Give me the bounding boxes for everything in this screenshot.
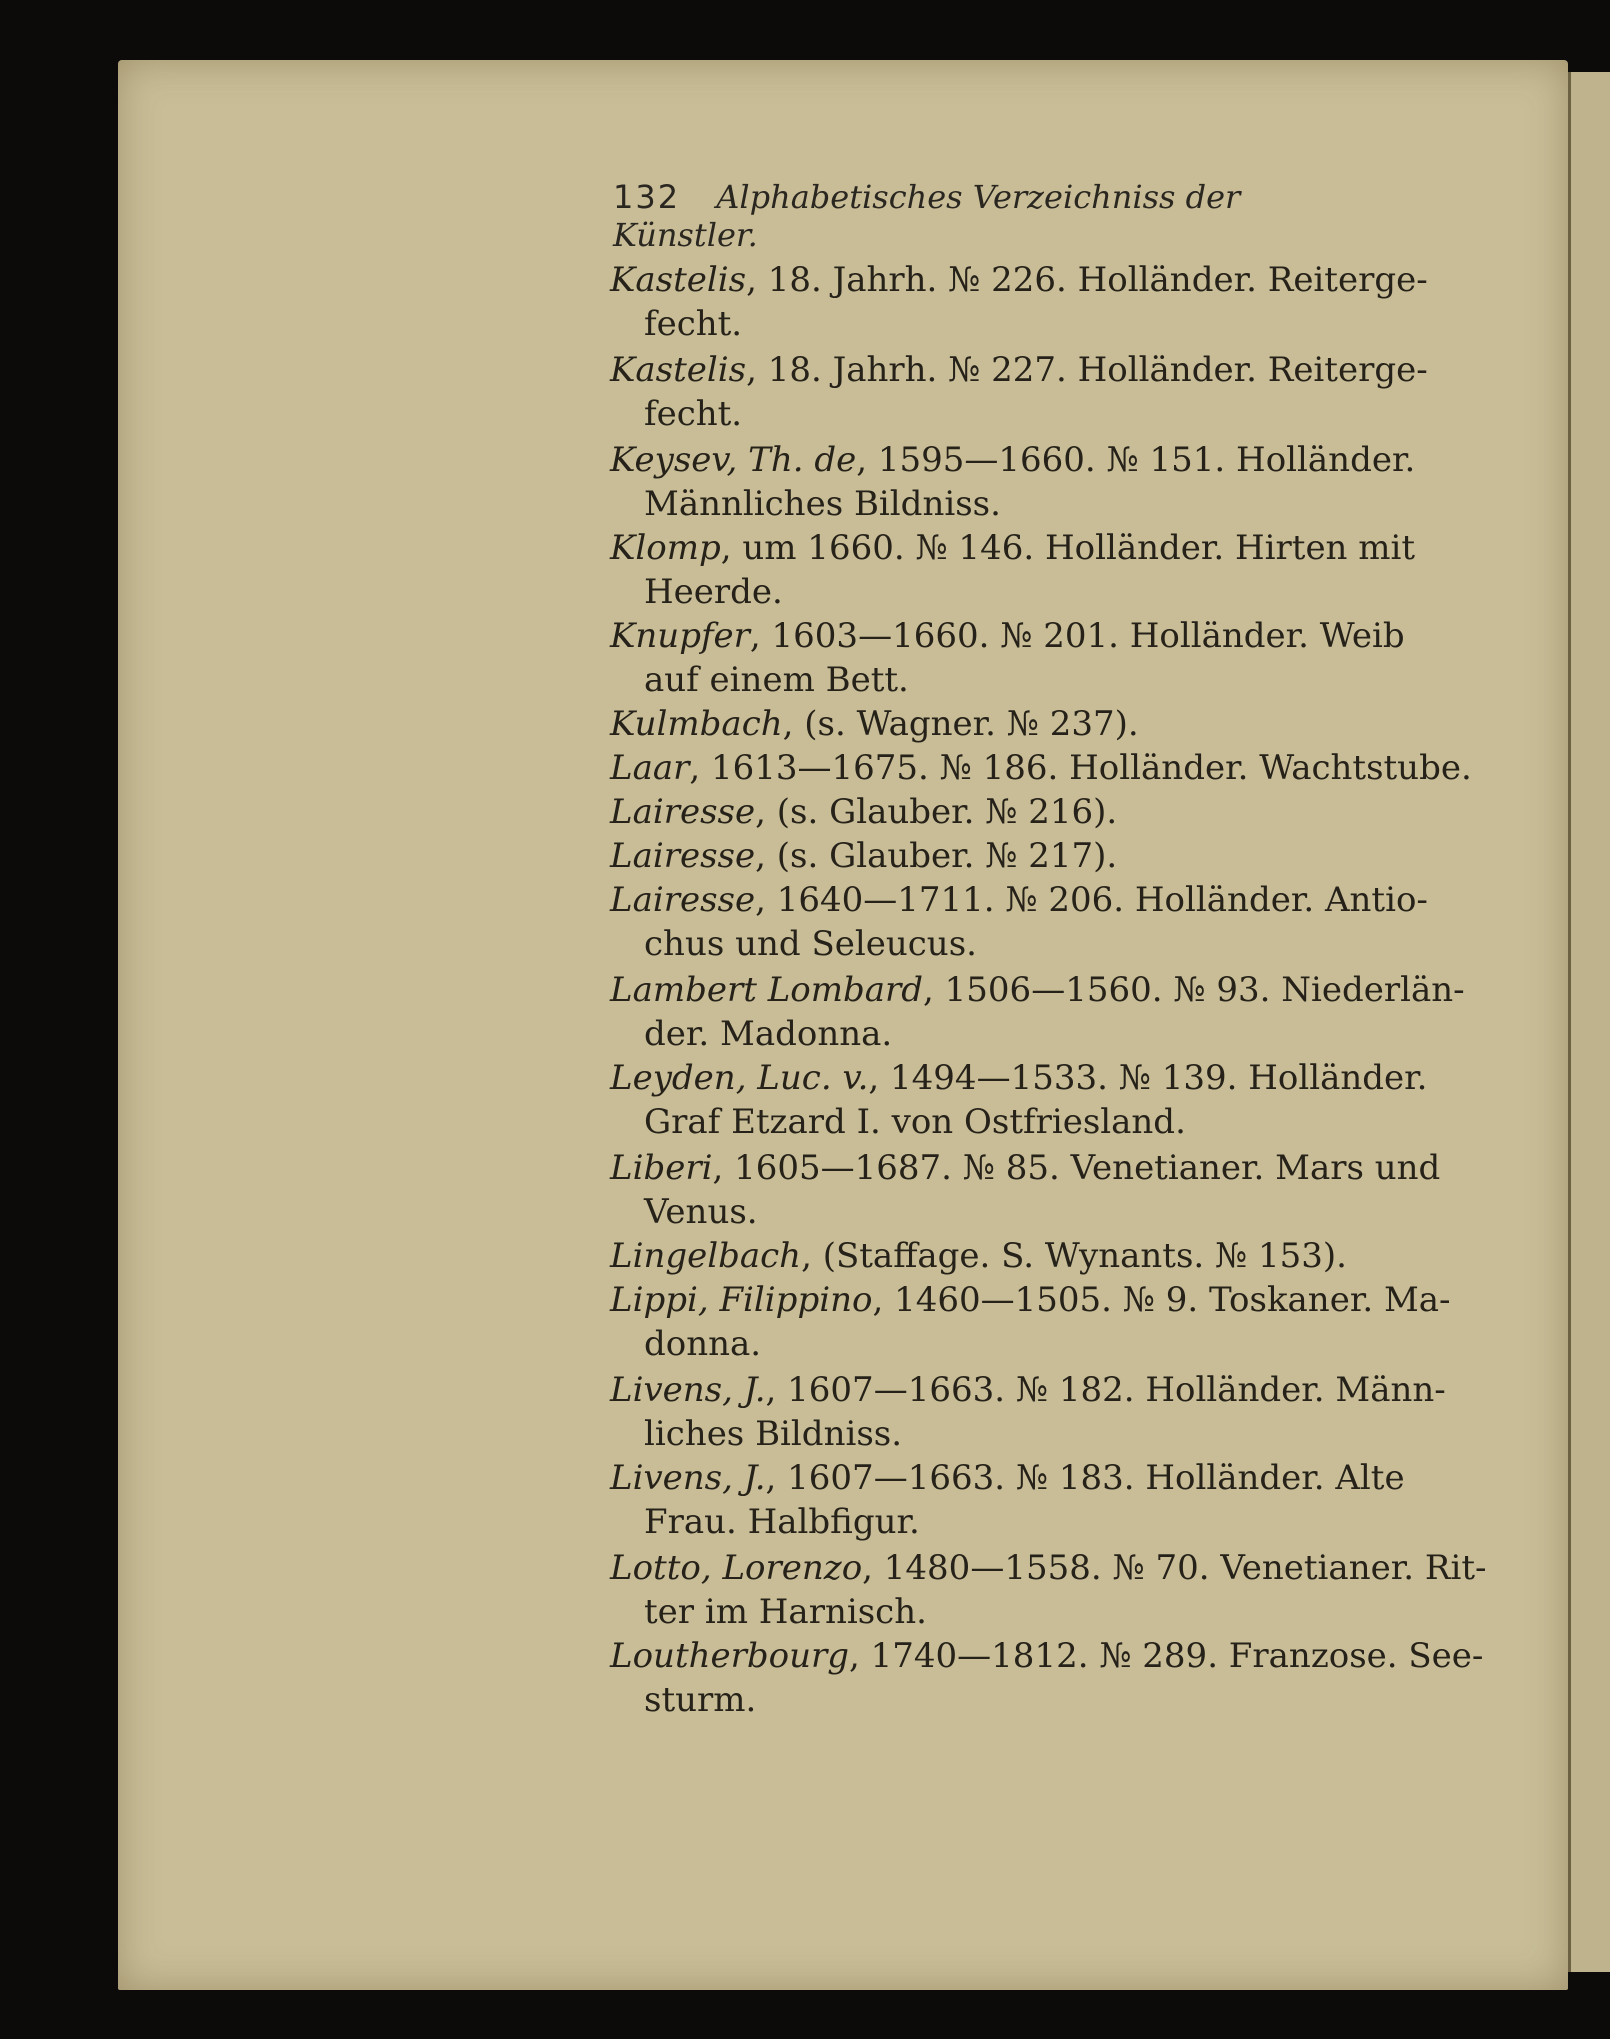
entry-continuation: ter im Harnisch. [644, 1592, 927, 1632]
artist-name: Livens, J. [610, 1370, 766, 1410]
artist-name: Lairesse [610, 880, 756, 920]
index-entry [610, 1634, 1484, 1722]
entry-continuation: chus und Seleucus. [644, 924, 977, 964]
artist-name: Kastelis [610, 260, 747, 300]
artist-name: Lotto, Lorenzo [610, 1548, 863, 1588]
entry-continuation: liches Bildniss. [644, 1414, 903, 1454]
entry-text: , 18. Jahrh. № 226. Holländer. Reiterge- [746, 260, 1428, 300]
entry-continuation: Heerde. [644, 572, 783, 612]
artist-name: Lingelbach [610, 1236, 802, 1276]
entry-text: , 1607—1663. № 183. Holländer. Alte [765, 1458, 1405, 1498]
index-entry [610, 1368, 1455, 1456]
entry-continuation: donna. [644, 1324, 762, 1364]
entry-text: , (s. Glauber. № 216). [755, 792, 1118, 832]
index-entry [610, 790, 1455, 834]
entry-text: , (Staffage. S. Wynants. № 153). [801, 1236, 1347, 1276]
page-header [613, 178, 1373, 254]
artist-name: Lairesse [610, 792, 756, 832]
entry-text: , 1595—1660. № 151. Holländer. [856, 440, 1416, 480]
artist-name: Kulmbach [610, 704, 783, 744]
entry-text: , 1506—1560. № 93. Niederlän- [923, 970, 1465, 1010]
index-entry [610, 746, 1472, 790]
next-page-edge [1568, 72, 1610, 1972]
index-entry [610, 258, 1455, 346]
entry-continuation: Graf Etzard I. von Ostfriesland. [644, 1102, 1186, 1142]
artist-name: Klomp [610, 528, 721, 568]
index-entry [610, 702, 1455, 746]
artist-name: Lippi, Filippino [610, 1280, 873, 1320]
artist-name: Lambert Lombard [610, 970, 924, 1010]
entry-text: , 1613—1675. № 186. Holländer. Wachtstube. [689, 748, 1472, 788]
entry-text: , um 1660. № 146. Holländer. Hirten mit [720, 528, 1416, 568]
entry-text: , 1740—1812. № 289. Franzose. See- [849, 1636, 1484, 1676]
artist-name: Leyden, Luc. v. [610, 1058, 869, 1098]
artist-name: Kastelis [610, 350, 747, 390]
entry-continuation: fecht. [644, 304, 743, 344]
entry-text: , 1603—1660. № 201. Holländer. Weib [749, 616, 1405, 656]
entry-text: , 1607—1663. № 182. Holländer. Männ- [765, 1370, 1446, 1410]
index-entry [610, 1056, 1455, 1144]
entry-text: , 1605—1687. № 85. Venetianer. Mars und [712, 1148, 1441, 1188]
entry-continuation: Frau. Halbfigur. [644, 1502, 920, 1542]
entry-text: , (s. Glauber. № 217). [755, 836, 1118, 876]
artist-name: Loutherbourg [610, 1636, 850, 1676]
running-title: Alphabetisches Verzeichniss der Künstler. [613, 178, 1241, 254]
entry-continuation: der. Madonna. [644, 1014, 893, 1054]
artist-name: Lairesse [610, 836, 756, 876]
index-entry [610, 1234, 1455, 1278]
index-entry [610, 878, 1455, 966]
index-entry [610, 1146, 1455, 1234]
index-entry [610, 438, 1455, 526]
entry-text: , 1494—1533. № 139. Holländer. [868, 1058, 1428, 1098]
index-entry [610, 1456, 1455, 1544]
index-entry [610, 348, 1455, 436]
page-number: 132 [613, 178, 681, 216]
entry-text: , (s. Wagner. № 237). [782, 704, 1139, 744]
index-entry [610, 1278, 1455, 1366]
artist-index-list [610, 258, 1487, 1722]
entry-text: , 1480—1558. № 70. Venetianer. Rit- [862, 1548, 1487, 1588]
artist-name: Keysev, Th. de [610, 440, 857, 480]
entry-text: , 1460—1505. № 9. Toskaner. Ma- [872, 1280, 1451, 1320]
index-entry [610, 526, 1455, 614]
entry-continuation: fecht. [644, 394, 743, 434]
entry-continuation: auf einem Bett. [644, 660, 909, 700]
artist-name: Knupfer [610, 616, 750, 656]
index-entry [610, 834, 1455, 878]
entry-continuation: Venus. [644, 1192, 758, 1232]
entry-continuation: sturm. [644, 1680, 757, 1720]
entry-continuation: Männliches Bildniss. [644, 484, 1001, 524]
artist-name: Liberi [610, 1148, 713, 1188]
index-entry [610, 968, 1465, 1056]
artist-name: Laar [610, 748, 690, 788]
entry-text: , 1640—1711. № 206. Holländer. Antio- [755, 880, 1428, 920]
index-entry [610, 614, 1455, 702]
index-entry [610, 1546, 1487, 1634]
artist-name: Livens, J. [610, 1458, 766, 1498]
entry-text: , 18. Jahrh. № 227. Holländer. Reiterge- [746, 350, 1428, 390]
